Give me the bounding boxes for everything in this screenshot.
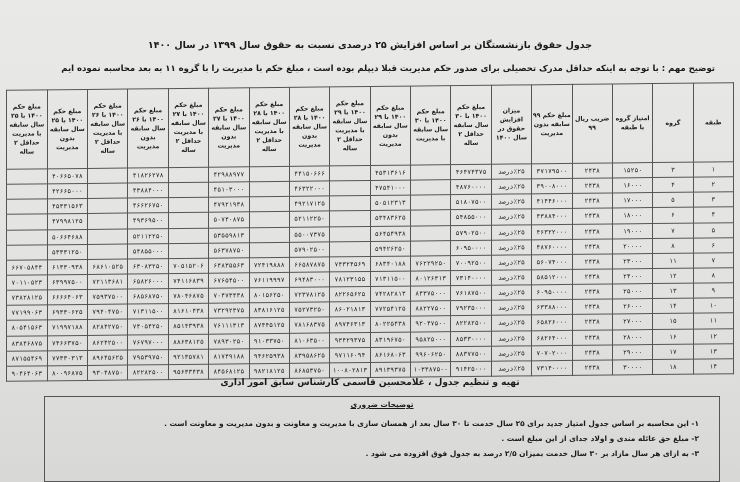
- table-cell: ٪۲۵درصد: [491, 315, 531, 331]
- table-cell: ۶۳۹۹۷۵۰۰: [47, 274, 87, 290]
- table-cell: ۴۰۶۶۵۰۷۸: [47, 168, 87, 184]
- table-cell: ۷۸۰۴۶۸۷۵: [168, 288, 208, 304]
- table-cell: ٪۲۵درصد: [491, 300, 531, 316]
- table-cell: ٪۲۵درصد: [491, 194, 531, 210]
- table-cell: ۶۹۳۳۰۶۲۵: [47, 305, 87, 321]
- table-cell: ۲۴۳۸: [572, 345, 612, 361]
- table-cell: ۸۸۳۷۷۵۰۰: [451, 346, 491, 362]
- table-cell: ۴۲۹۸۸۹۷۷: [209, 167, 249, 183]
- table-cell: ۵۲۱۱۲۲۵۰: [128, 228, 168, 244]
- salary-table-wrapper: [6, 82, 734, 382]
- table-cell: ۸۶۸۵۳۷۵۰: [289, 363, 329, 379]
- table-cell: ۴۱۴۴۶۰۰۰: [532, 194, 572, 210]
- table-cell: ۹۹۶۰۶۲۵۰: [411, 346, 451, 362]
- table-cell: ۵۵۰۰۷۳۷۵: [289, 226, 329, 242]
- table-cell: ۲۴۳۸: [572, 360, 612, 376]
- table-cell: ۵۹۴۲۶۲۵۰: [370, 241, 410, 257]
- table-cell: ۸۳۸۱۶۱۲۵: [249, 303, 289, 319]
- column-header: مبلغ حکم ۱۴۰۰ با ۲۸ سال سابقه بدون مدیریت: [289, 87, 329, 166]
- table-cell: ۸۲۲۶۵۶۲۵: [330, 287, 370, 303]
- table-cell: ۸: [693, 268, 733, 284]
- table-cell: ۴۲۶۶۵۰۰۰: [47, 184, 87, 200]
- table-cell: [330, 241, 370, 257]
- table-cell: ۲: [693, 177, 733, 193]
- table-cell: ۴۷۹۹۸۱۲۵: [47, 214, 87, 230]
- table-cell: ۶۷۶۵۴۵۰۰: [209, 273, 249, 289]
- table-cell: ۷۰۴۷۳۴۳۸: [209, 288, 249, 304]
- table-cell: [88, 198, 128, 214]
- table-cell: [7, 245, 48, 261]
- table-cell: ۴۶۳۲۲۰۰۰: [289, 181, 329, 197]
- table-cell: ۹۸۲۱۸۱۲۵: [249, 363, 289, 379]
- column-header: مبلغ حکم ۱۴۰۰ با ۳۰ سال سابقه حداقل ۲ ساله: [451, 85, 491, 164]
- table-cell: ۸۷۱۵۵۴۶۹: [7, 351, 48, 367]
- table-cell: ۲۴۳۸: [572, 284, 612, 300]
- table-cell: ۷۳۱۴۰۰۰۰: [451, 270, 491, 286]
- table-cell: ۱۰۳۳۸۷۵۰۰: [411, 361, 451, 377]
- table-cell: [88, 168, 128, 184]
- table-cell: ۱۱: [653, 253, 693, 269]
- column-header: مبلغ حکم ۱۴۰۰ با ۲۹ سال سابقه با مدیریت حداقل ۲ ساله: [330, 86, 370, 165]
- table-cell: ۹: [693, 283, 733, 299]
- table-cell: ۵۳۵۵۹۸۱۳: [209, 227, 249, 243]
- table-cell: ۷۹۵۳۹۷۵۰: [128, 349, 168, 365]
- table-cell: ۴: [693, 207, 733, 223]
- table-cell: ۷۹۲۳۵۰۰۰: [451, 300, 491, 316]
- table-cell: ۱۴: [653, 298, 693, 314]
- table-cell: ۲۴۳۸: [572, 269, 612, 285]
- table-cell: ۴: [653, 177, 693, 193]
- table-cell: ۲۴۳۸: [572, 224, 612, 240]
- table-cell: [7, 169, 48, 185]
- table-cell: ۷۳۲۹۲۳۷۵: [209, 303, 249, 319]
- table-cell: ۷۰۷۰۲۰۰۰: [532, 345, 572, 361]
- table-cell: ۱۱: [693, 313, 733, 329]
- table-cell: ۹۵۶۳۳۴۳۸: [168, 364, 208, 380]
- table-cell: ۸۱۷۴۹۱۸۸: [209, 348, 249, 364]
- table-cell: [7, 184, 48, 200]
- table-cell: ۵۴۸۵۵۰۰۰: [451, 210, 491, 226]
- table-cell: ۶۵۸۲۶۰۰۰: [128, 274, 168, 290]
- column-header: مبلغ حکم ۱۴۰۰ با ۲۹ سال سابقه بدون مدیریت: [370, 86, 410, 165]
- table-cell: ۵۶۰۷۴۰۰۰: [532, 254, 572, 270]
- note-line: ۳- به ازای هر سال مازاد بر ۳۰ سال خدمت بمیزان ۲/۵ درصد به جدول فوق افزوده می شود .: [365, 449, 699, 458]
- table-cell: ۲۴۳۸: [572, 163, 612, 179]
- table-cell: ۱۲: [653, 268, 693, 284]
- table-cell: ۴۹۲۱۷۱۲۵: [289, 196, 329, 212]
- table-cell: ٪۲۵درصد: [491, 179, 531, 195]
- table-cell: ۵۶۴۵۴۹۳۸: [370, 226, 410, 242]
- table-cell: ۳: [693, 192, 733, 208]
- document-title: جدول حقوق بازنشستگان بر اساس افزایش ۲۵ درصدی نسبت به حقوق سال ۱۳۹۹ در سال ۱۴۰۰: [147, 40, 593, 51]
- table-cell: [168, 182, 208, 198]
- table-cell: ۸۸۶۳۸۱۲۵: [168, 334, 208, 350]
- table-cell: ۵۶۳۷۸۷۵۰: [209, 242, 249, 258]
- table-cell: ۸۸۲۲۷۵۰۰: [411, 301, 451, 317]
- column-header: مبلغ حکم ۱۴۰۰ با ۲۶ سال سابقه بدون مدیریت: [128, 89, 168, 168]
- table-cell: ۷۴۳۲۴۵۶۹: [330, 256, 370, 272]
- table-cell: ۵۴۸۵۵۰۰۰: [128, 243, 168, 259]
- table-cell: ۷۹۴۰۴۷۵۰: [88, 304, 128, 320]
- table-cell: [330, 165, 370, 181]
- table-cell: ۸۴۵۶۸۱۲۵: [209, 364, 249, 380]
- table-cell: ۱۷۰۰۰: [612, 193, 652, 209]
- table-cell: ۸۳۹۵۸۶۲۵: [289, 348, 329, 364]
- table-cell: [7, 199, 48, 215]
- table-cell: ۲۴۳۸: [572, 208, 612, 224]
- table-cell: ۸: [653, 238, 693, 254]
- table-cell: [168, 197, 208, 213]
- table-cell: ۷۸۱۲۳۱۵۵: [330, 271, 370, 287]
- column-header: مبلغ حکم ۱۴۰۰ با ۲۷ سال سابقه با مدیریت حداقل ۲ ساله: [168, 88, 208, 167]
- table-cell: ۷۶۱۱۱۳۱۳: [209, 318, 249, 334]
- table-cell: [411, 225, 451, 241]
- table-cell: ۲۵۰۰۰: [612, 284, 652, 300]
- table-cell: ۹۴۶۲۵۹۳۸: [249, 348, 289, 364]
- table-cell: ۷۶۷۹۷۰۰۰: [128, 334, 168, 350]
- table-cell: [7, 229, 48, 245]
- table-cell: [411, 195, 451, 211]
- table-cell: ۷۴۶۶۳۷۵۰: [47, 335, 87, 351]
- table-cell: [249, 212, 289, 228]
- table-cell: ٪۲۵درصد: [491, 285, 531, 301]
- table-cell: ۱۹۰۰۰: [612, 223, 652, 239]
- table-cell: [330, 226, 370, 242]
- table-cell: ۷۱۳۱۱۵۰۰: [128, 304, 168, 320]
- table-cell: ۱۶۰۰۰: [612, 178, 652, 194]
- table-cell: [168, 213, 208, 229]
- table-cell: ۶: [693, 237, 733, 253]
- table-cell: ۳: [653, 162, 693, 178]
- table-cell: ۷۱۹۹۷۱۸۸: [47, 320, 87, 336]
- table-cell: ٪۲۵درصد: [491, 345, 531, 361]
- table-cell: ۴۳۸۸۴۰۰۰: [532, 209, 572, 225]
- table-cell: ۹۱۰۳۳۷۵۰: [249, 333, 289, 349]
- table-cell: [88, 244, 128, 260]
- table-cell: ۵۳۴۸۳۶۲۵: [370, 210, 410, 226]
- column-header: مبلغ حکم ۱۴۰۰ با ۲۸ سال سابقه با مدیریت حداقل ۲ ساله: [249, 87, 289, 166]
- table-cell: [168, 167, 208, 183]
- table-cell: ۸۴۳۷۵۰۰۰: [411, 286, 451, 302]
- table-cell: ۲۴۳۸: [572, 299, 612, 315]
- table-cell: ۸۹۱۳۹۳۷۵: [370, 362, 410, 378]
- table-cell: ۶۴۸۳۵۵۶۳: [209, 258, 249, 274]
- table-cell: ٪۲۵درصد: [491, 330, 531, 346]
- column-header: مبلغ حکم ۱۴۰۰ با ۲۶ سال سابقه با مدیریت حداقل ۲ ساله: [88, 89, 128, 168]
- table-cell: ۸۶۱۶۸۰۶۳: [370, 347, 410, 363]
- table-cell: ۷۲۱۱۳۶۸۱: [88, 274, 128, 290]
- column-header: امتیاز گروه یا طبقه: [612, 84, 652, 163]
- table-cell: ۴۴۱۵۰۶۶۶: [289, 166, 329, 182]
- table-cell: ۷۶۲۲۹۲۵۰: [411, 255, 451, 271]
- table-cell: [249, 242, 289, 258]
- table-cell: ۴۸۷۶۰۰۰۰: [451, 179, 491, 195]
- important-note: توضیح مهم : با توجه به اینکه حداقل مدرک تحصیلی برای صدور حکم مدیریت قبلا دیپلم بوده است ، مبلغ حکم با مدیریت را با گروه ۱۱ به بعد محاسبه نموده ایم: [61, 64, 715, 74]
- table-cell: ۷۸۱۶۸۳۷۵: [289, 317, 329, 333]
- table-cell: [411, 165, 451, 181]
- table-cell: ۶: [653, 208, 693, 224]
- table-cell: ٪۲۵درصد: [491, 270, 531, 286]
- note-line: ۱- این محاسبه بر اساس جدول امتیاز جدید برای ۲۵ سال خدمت تا ۳۰ سال بعد از همسان سازی با مدیریت و معاونت و بدون مدیریت و معاونت است .: [164, 419, 699, 428]
- table-cell: ۸۵۳۳۰۰۰۰: [451, 331, 491, 347]
- table-cell: ۸۳۸۴۶۸۷۵: [7, 335, 48, 351]
- table-cell: ۸۱۰۶۳۵۰۰: [289, 332, 329, 348]
- prepared-by: تهیه و تنظیم جدول ، غلامحسین قاسمی کارشناس سابق امور اداری: [220, 378, 520, 388]
- table-cell: ۸۲۲۸۲۵۰۰: [451, 316, 491, 332]
- table-cell: ۱: [693, 162, 733, 178]
- table-cell: ۱۸۰۰۰: [612, 208, 652, 224]
- table-cell: ۷۳۱۴۰۰۰۰: [532, 360, 572, 376]
- table-cell: ۱۷: [653, 344, 693, 360]
- table-cell: ۴۶۴۷۴۳۷۵: [451, 164, 491, 180]
- table-cell: ۶۰۹۵۰۰۰۰: [451, 240, 491, 256]
- table-cell: ۱۰: [693, 298, 733, 314]
- table-cell: ۵۸۵۱۲۰۰۰: [532, 269, 572, 285]
- table-cell: ۲۴۳۸: [572, 314, 612, 330]
- table-cell: ۳۷۱۷۹۵۰۰: [532, 163, 572, 179]
- table-cell: ۶۶۵۸۷۸۷۵: [289, 257, 329, 273]
- table-cell: ۳۹۰۰۸۰۰۰: [532, 179, 572, 195]
- table-cell: ۴۷۵۴۱۰۰۰: [370, 180, 410, 196]
- table-cell: ۷۵۹۳۷۵۰۰: [88, 289, 128, 305]
- table-cell: ۸۰۱۵۶۲۵۰: [249, 287, 289, 303]
- table-cell: ٪۲۵درصد: [491, 209, 531, 225]
- table-cell: ۱۵۲۵۰: [612, 163, 652, 179]
- table-cell: ۵۰۵۱۲۳۱۳: [370, 195, 410, 211]
- table-cell: ۸۲۲۸۲۵۰۰: [128, 364, 168, 380]
- column-header: گروه: [653, 83, 693, 162]
- column-header: ضریب ریال ۹۹: [572, 84, 612, 163]
- table-cell: ۸۰۰۹۶۸۷۵: [47, 365, 87, 381]
- table-cell: ۱۴: [693, 359, 733, 375]
- table-cell: ۴۳۸۸۴۰۰۰: [128, 183, 168, 199]
- table-cell: ۹۰۴۶۴۰۶۳: [7, 366, 48, 382]
- table-cell: [168, 228, 208, 244]
- table-cell: [411, 210, 451, 226]
- table-cell: ۶۹۴۸۳۰۰۰: [289, 272, 329, 288]
- table-cell: ۶۳۳۸۸۰۰۰: [532, 300, 572, 316]
- table-cell: ۸۶۲۴۲۵۰۰: [88, 335, 128, 351]
- table-cell: ۴۵۱۰۳۰۰۰: [209, 182, 249, 198]
- column-header: مبلغ حکم ۱۴۰۰ با ۲۵ سال سابقه بدون مدیریت: [47, 89, 87, 168]
- table-cell: ۱۲: [693, 328, 733, 344]
- table-cell: ۷: [653, 223, 693, 239]
- table-cell: ۸۱۶۱۰۴۳۸: [168, 303, 208, 319]
- table-cell: ۴۷۹۲۱۹۳۸: [209, 197, 249, 213]
- table-cell: ۶۱۳۳۰۹۳۸: [47, 259, 87, 275]
- table-cell: ۴۶۳۲۲۰۰۰: [532, 224, 572, 240]
- table-cell: [411, 240, 451, 256]
- table-cell: ٪۲۵درصد: [491, 361, 531, 377]
- table-cell: ۵: [653, 192, 693, 208]
- table-cell: ۴۵۳۱۳۶۱۶: [370, 165, 410, 181]
- table-cell: ۶۳۰۸۳۲۵۰: [128, 258, 168, 274]
- notes-box: [44, 396, 720, 482]
- table-cell: ۹۲۱۳۵۷۸۱: [168, 349, 208, 365]
- table-cell: ۲۶۰۰۰: [612, 299, 652, 315]
- table-cell: [249, 181, 289, 197]
- table-cell: ۶۸۳۴۰۱۸۸: [370, 256, 410, 272]
- table-cell: [249, 227, 289, 243]
- table-cell: ۸۹۶۴۵۶۲۵: [88, 350, 128, 366]
- table-cell: ۷۴۱۱۶۸۳۹: [168, 273, 208, 289]
- table-cell: ۵۷۹۰۲۵۰۰: [289, 242, 329, 258]
- table-cell: ۵۰۶۶۴۶۸۸: [47, 229, 87, 245]
- table-cell: ۷۰۵۱۵۲۰۶: [168, 258, 208, 274]
- table-cell: ۷۵۲۷۳۲۵۰: [289, 302, 329, 318]
- table-header-row: [7, 83, 734, 170]
- table-cell: ۷۷۱۹۹۰۶۳: [7, 305, 48, 321]
- table-cell: ۴۸۷۶۰۰۰۰: [532, 239, 572, 255]
- table-cell: ۹۲۰۴۷۵۰۰: [411, 316, 451, 332]
- table-cell: ۸۷۴۴۵۱۲۵: [249, 318, 289, 334]
- table-cell: [411, 180, 451, 196]
- table-cell: ۲۴۳۸: [572, 193, 612, 209]
- table-cell: [330, 211, 370, 227]
- table-cell: ۷۴۲۸۲۸۱۳: [370, 286, 410, 302]
- table-cell: ۷۳۸۲۸۱۲۵: [7, 290, 48, 306]
- table-cell: ۶۸۵۶۸۷۵۰: [128, 289, 168, 305]
- table-cell: ۹۳۰۴۸۷۵۰: [88, 365, 128, 381]
- table-cell: ۲۴۳۸: [572, 239, 612, 255]
- table-cell: ۸۲۸۴۲۷۵۰: [88, 319, 128, 335]
- table-cell: [330, 181, 370, 197]
- table-cell: ۱۰۰۸۰۲۸۱۳: [330, 362, 370, 378]
- table-cell: ۸۶۰۲۱۸۱۳: [330, 302, 370, 318]
- table-cell: ۲۹۰۰۰: [612, 344, 652, 360]
- table-cell: [7, 214, 48, 230]
- table-cell: ۵: [693, 222, 733, 238]
- table-cell: ۶۸۲۶۴۰۰۰: [532, 330, 572, 346]
- table-cell: ٪۲۵درصد: [491, 240, 531, 256]
- table-cell: [88, 213, 128, 229]
- table-cell: ۷۱۳۱۱۵۰۰: [370, 271, 410, 287]
- table-cell: ۷۲۳۷۸۱۲۵: [289, 287, 329, 303]
- table-cell: ۵۳۳۳۱۲۵۰: [47, 244, 87, 260]
- table-cell: ۷۶۱۱۹۹۹۷: [249, 272, 289, 288]
- table-cell: [249, 197, 289, 213]
- salary-table: [6, 82, 734, 382]
- table-cell: ۴۶۶۲۶۷۵۰: [128, 198, 168, 214]
- table-cell: [88, 229, 128, 245]
- table-cell: ٪۲۵درصد: [491, 164, 531, 180]
- column-header: مبلغ حکم ۱۴۰۰ با ۲۷ سال سابقه بدون مدیریت: [209, 88, 249, 167]
- table-cell: ۹۱۴۲۵۰۰۰: [451, 361, 491, 377]
- table-cell: ۲۷۰۰۰: [612, 314, 652, 330]
- table-cell: ۷۰۱۱۰۵۲۳: [7, 275, 48, 291]
- column-header: طبقه: [693, 83, 733, 162]
- table-cell: ۵۲۱۱۲۲۵۰: [289, 211, 329, 227]
- table-cell: ۲۴۳۸: [572, 330, 612, 346]
- column-header: مبلغ حکم ۹۹ سابقه بدون مدیریت: [532, 84, 572, 163]
- table-cell: ۵۱۸۰۷۵۰۰: [451, 195, 491, 211]
- table-cell: ۹۵۸۲۵۰۰۰: [411, 331, 451, 347]
- table-cell: [88, 183, 128, 199]
- table-cell: [330, 196, 370, 212]
- column-header: میزان افزایش حقوق در سال ۱۴۰۰: [491, 85, 531, 164]
- table-cell: ۷۷۳۳۰۳۱۳: [47, 350, 87, 366]
- table-cell: ۵۷۹۰۲۵۰۰: [451, 225, 491, 241]
- table-cell: ۸۰۵۴۱۵۶۳: [7, 320, 48, 336]
- table-cell: ۲۴۳۸: [572, 178, 612, 194]
- table-cell: ۶۵۸۲۶۰۰۰: [532, 315, 572, 331]
- table-cell: ۷۸۹۳۰۲۵۰: [209, 333, 249, 349]
- table-cell: ۵۰۷۴۰۸۷۵: [209, 212, 249, 228]
- table-cell: ٪۲۵درصد: [491, 224, 531, 240]
- column-header: مبلغ حکم ۱۴۰۰ با ۲۵ سال سابقه با مدیریت حداقل ۲ ساله: [7, 90, 48, 169]
- table-cell: ۴۹۳۶۹۵۰۰: [128, 213, 168, 229]
- table-cell: ۸۰۲۲۵۴۳۸: [370, 316, 410, 332]
- notes-heading: توضیحات ضروری: [350, 400, 414, 409]
- table-cell: ۱۶: [653, 329, 693, 345]
- table-cell: ۴۱۸۲۶۲۷۸: [128, 168, 168, 184]
- table-cell: ۶۸۶۱۰۵۲۵: [88, 259, 128, 275]
- table-cell: [168, 243, 208, 259]
- note-line: ۲- مبلغ حق عائله مندی و اولاد جدای از این مبلغ است .: [501, 434, 699, 443]
- table-cell: ۶۰۹۵۰۰۰۰: [532, 285, 572, 301]
- table-cell: ۷۲۴۱۹۸۸۸: [249, 257, 289, 273]
- table-cell: ۶۶۷۰۵۸۴۴: [7, 260, 48, 276]
- table-cell: ۲۸۰۰۰: [612, 329, 652, 345]
- table-cell: ۷۶۱۸۷۵۰۰: [451, 285, 491, 301]
- table-cell: ۲۴۳۸: [572, 254, 612, 270]
- table-cell: ۸۳۱۹۶۷۵۰: [370, 332, 410, 348]
- table-cell: ۷۷۲۵۴۱۲۵: [370, 301, 410, 317]
- table-cell: ۸۰۱۲۶۳۱۳: [411, 271, 451, 287]
- table-cell: ۶۶۶۶۴۰۶۳: [47, 290, 87, 306]
- table-cell: ۱۳: [693, 343, 733, 359]
- table-cell: ۱۵: [653, 314, 693, 330]
- table-cell: ۱۸: [653, 359, 693, 375]
- table-cell: ۷: [693, 253, 733, 269]
- table-cell: ۸۵۱۴۳۹۳۸: [168, 319, 208, 335]
- table-cell: [249, 166, 289, 182]
- table-cell: ۷۰۰۹۲۵۰۰: [451, 255, 491, 271]
- table-cell: ۴۵۳۳۱۵۶۳: [47, 199, 87, 215]
- table-cell: ۸۹۷۴۶۳۱۳: [330, 317, 370, 333]
- table-cell: ٪۲۵درصد: [491, 255, 531, 271]
- column-header: مبلغ حکم ۱۴۰۰ با ۳۰ سال سابقه با مدیریت: [411, 86, 451, 165]
- table-cell: ۲۰۰۰۰: [612, 238, 652, 254]
- table-cell: ۲۴۰۰۰: [612, 269, 652, 285]
- table-cell: ۳۰۰۰۰: [612, 359, 652, 375]
- table-cell: ۹۳۴۲۹۳۷۵: [330, 332, 370, 348]
- table-cell: ۲۳۰۰۰: [612, 253, 652, 269]
- table-cell: ۱۳: [653, 283, 693, 299]
- table-cell: ۹۷۱۱۶۰۹۴: [330, 347, 370, 363]
- table-body: [7, 162, 734, 382]
- table-cell: ۷۴۰۵۴۲۵۰: [128, 319, 168, 335]
